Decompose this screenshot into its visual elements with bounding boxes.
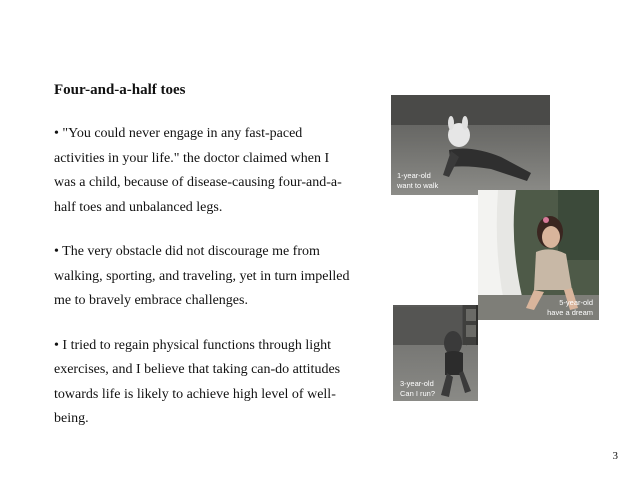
bullet-item: • I tried to regain physical functions through light exercises, and I believe that taking can-do attitudes towards life is likely to achieve high level of well-being. [54, 337, 341, 426]
photo-caption: 1-year-old want to walk [397, 171, 439, 190]
page-number: 3 [612, 450, 618, 462]
bullet-item: • "You could never engage in any fast-paced activities in your life." the doctor claimed when I was a child, because of disease-causing four-and-a-half toes and unbalanced legs. [54, 126, 342, 215]
photo-caption: 5-year-old have a dream [547, 298, 593, 317]
photo-crawling-toddler [391, 95, 550, 195]
photo-caption: 3-year-old Can I run? [400, 379, 436, 398]
slide-title: Four-and-a-half toes [54, 82, 186, 98]
bullet-list [54, 122, 354, 452]
bullet-item: • The very obstacle did not discourage me from walking, sporting, and traveling, yet in turn impelled me to bravely embrace challenges. [54, 244, 350, 308]
photo-sitting-girl [478, 190, 599, 320]
photo-running-child [393, 305, 478, 401]
